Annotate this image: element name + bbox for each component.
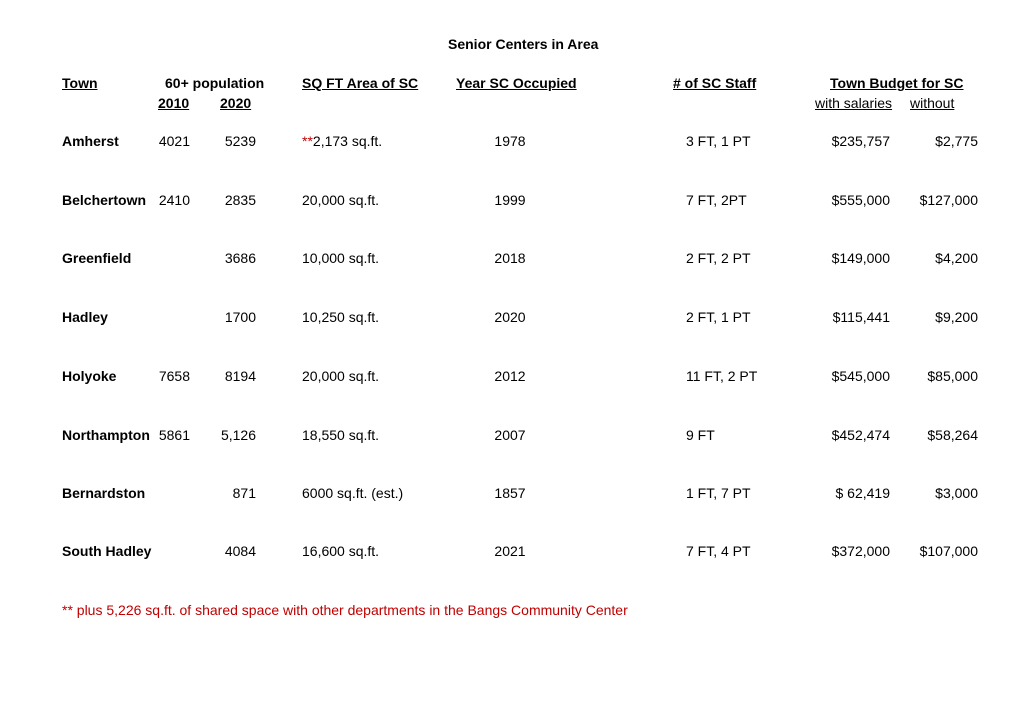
cell-area: 18,550 sq.ft. (302, 427, 380, 443)
cell-pop-2020: 1700 (224, 309, 256, 325)
cell-budget-without: $127,000 (919, 192, 978, 208)
table-row (0, 484, 1024, 502)
cell-pop-2020: 8194 (224, 368, 256, 384)
cell-year: 1857 (494, 485, 526, 501)
cell-pop-2010: 7658 (158, 368, 190, 384)
cell-budget-without: $3,000 (935, 485, 978, 501)
table-row (0, 132, 1024, 150)
cell-budget-with: $149,000 (831, 250, 890, 266)
header-area: SQ FT Area of SC (302, 75, 419, 91)
cell-pop-2020: 2835 (224, 192, 256, 208)
cell-area: 10,000 sq.ft. (302, 250, 380, 266)
table-row (0, 191, 1024, 209)
cell-year: 2021 (494, 543, 526, 559)
cell-year: 2007 (494, 427, 526, 443)
cell-budget-with: $235,757 (831, 133, 890, 149)
cell-pop-2020: 4084 (224, 543, 256, 559)
header-town: Town (62, 75, 98, 91)
cell-year: 2018 (494, 250, 526, 266)
cell-staff: 1 FT, 7 PT (686, 485, 751, 501)
footnote-marker: ** (302, 133, 313, 149)
cell-area: 6000 sq.ft. (est.) (302, 485, 404, 501)
header-staff: # of SC Staff (673, 75, 757, 91)
cell-area: **2,173 sq.ft. (302, 133, 383, 149)
table-row (0, 367, 1024, 385)
cell-budget-with: $372,000 (831, 543, 890, 559)
cell-budget-without: $4,200 (935, 250, 978, 266)
cell-budget-with: $115,441 (832, 309, 890, 325)
header-year-2010: 2010 (158, 95, 190, 111)
cell-town: Belchertown (62, 192, 147, 208)
cell-budget-with: $452,474 (831, 427, 890, 443)
cell-year: 1999 (494, 192, 526, 208)
cell-town: Holyoke (62, 368, 117, 384)
cell-area: 10,250 sq.ft. (302, 309, 380, 325)
header-year-2020: 2020 (220, 95, 252, 111)
table-row (0, 308, 1024, 326)
cell-town: South Hadley (62, 543, 152, 559)
cell-town: Hadley (62, 309, 108, 325)
cell-year: 2020 (494, 309, 526, 325)
cell-town: Amherst (62, 133, 119, 149)
cell-staff: 9 FT (686, 427, 715, 443)
cell-budget-without: $58,264 (927, 427, 978, 443)
table-row (0, 542, 1024, 560)
cell-staff: 2 FT, 1 PT (686, 309, 751, 325)
cell-pop-2010: 5861 (158, 427, 190, 443)
cell-area: 20,000 sq.ft. (302, 192, 380, 208)
cell-staff: 2 FT, 2 PT (686, 250, 751, 266)
cell-pop-2020: 871 (232, 485, 256, 501)
header-year-occupied: Year SC Occupied (456, 75, 577, 91)
cell-staff: 3 FT, 1 PT (686, 133, 751, 149)
page-title: Senior Centers in Area (448, 36, 599, 52)
cell-budget-without: $107,000 (919, 543, 978, 559)
cell-staff: 11 FT, 2 PT (686, 368, 758, 384)
cell-budget-with: $ 62,419 (835, 485, 890, 501)
cell-area: 16,600 sq.ft. (302, 543, 380, 559)
cell-pop-2020: 3686 (224, 250, 256, 266)
cell-pop-2020: 5239 (224, 133, 256, 149)
cell-pop-2010: 2410 (158, 192, 190, 208)
cell-budget-without: $85,000 (927, 368, 978, 384)
footnote: ** plus 5,226 sq.ft. of shared space with other departments in the Bangs Community Center (62, 602, 628, 618)
cell-pop-2010: 4021 (158, 133, 190, 149)
header-budget: Town Budget for SC (830, 75, 964, 91)
header-without: without (910, 95, 955, 111)
cell-year: 1978 (494, 133, 526, 149)
cell-staff: 7 FT, 4 PT (686, 543, 751, 559)
cell-staff: 7 FT, 2PT (686, 192, 747, 208)
cell-town: Bernardston (62, 485, 146, 501)
cell-pop-2020: 5,126 (220, 427, 256, 443)
cell-year: 2012 (494, 368, 526, 384)
cell-town: Northampton (62, 427, 150, 443)
header-with-salaries: with salaries (815, 95, 893, 111)
cell-area: 20,000 sq.ft. (302, 368, 380, 384)
header-population: 60+ population (165, 75, 265, 91)
cell-budget-with: $555,000 (831, 192, 890, 208)
table-row (0, 426, 1024, 444)
table-row (0, 249, 1024, 267)
cell-budget-with: $545,000 (831, 368, 890, 384)
cell-town: Greenfield (62, 250, 132, 266)
cell-budget-without: $9,200 (935, 309, 978, 325)
cell-budget-without: $2,775 (935, 133, 978, 149)
